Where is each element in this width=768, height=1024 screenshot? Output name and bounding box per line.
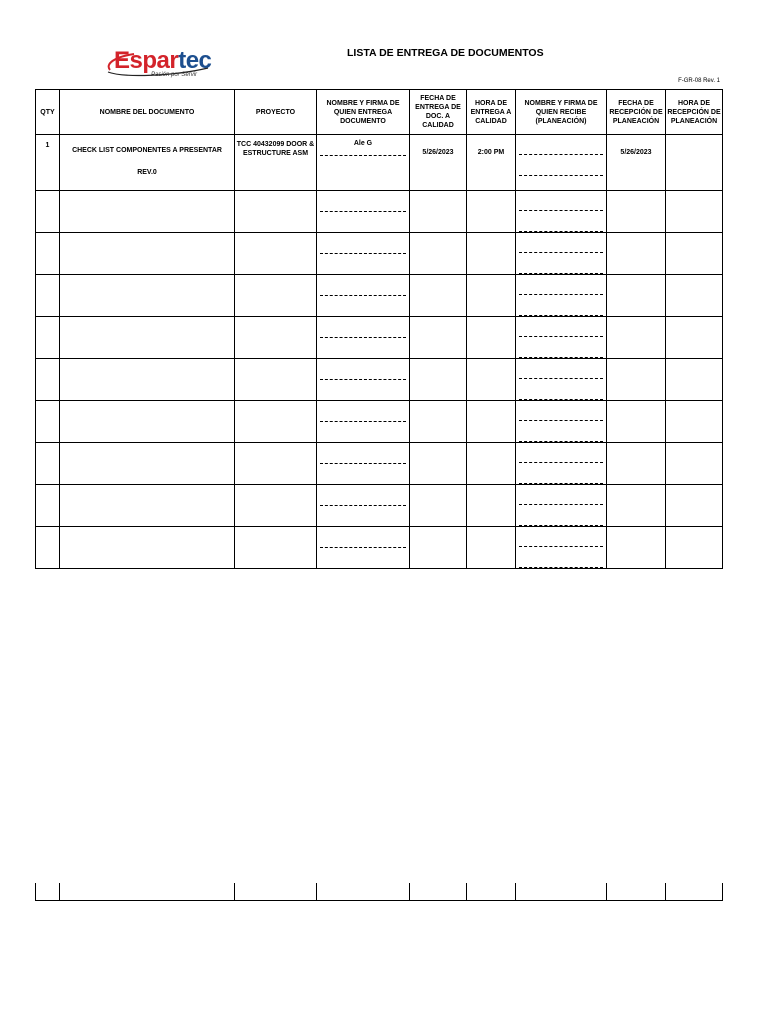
table-row xyxy=(36,135,723,191)
table-row xyxy=(36,233,723,275)
cell-document-name xyxy=(60,359,235,401)
cell-document-name xyxy=(60,275,235,317)
cell-document-name xyxy=(60,401,235,443)
cell-qty xyxy=(36,527,60,569)
cell-delivered-by[interactable] xyxy=(317,317,410,359)
cell-delivery-date xyxy=(410,191,467,233)
cell-delivery-date xyxy=(410,233,467,275)
signature-line xyxy=(320,295,406,296)
brand-name-part1: Espar xyxy=(114,47,179,74)
cell-delivered-by[interactable] xyxy=(317,191,410,233)
cell-reception-date: 5/26/2023 xyxy=(607,135,666,191)
header-document-name: NOMBRE DEL DOCUMENTO xyxy=(60,90,235,135)
footer-cell xyxy=(36,883,60,901)
cell-reception-time xyxy=(666,191,723,233)
cell-delivery-date xyxy=(410,527,467,569)
cell-reception-date xyxy=(607,359,666,401)
cell-document-name xyxy=(60,317,235,359)
signature-line xyxy=(519,357,603,358)
cell-document-name xyxy=(60,135,235,191)
cell-reception-date xyxy=(607,191,666,233)
cell-project xyxy=(235,275,317,317)
signature-line xyxy=(320,211,406,212)
cell-document-name xyxy=(60,233,235,275)
cell-received-by[interactable] xyxy=(516,317,607,359)
cell-reception-date xyxy=(607,275,666,317)
signature-line xyxy=(519,294,603,295)
cell-qty: 1 xyxy=(36,135,60,191)
footer-table-fragment xyxy=(35,883,723,901)
cell-delivery-time xyxy=(467,485,516,527)
cell-delivered-by[interactable] xyxy=(317,359,410,401)
esparteclogo xyxy=(104,48,214,82)
cell-received-by[interactable] xyxy=(516,135,607,191)
table-row xyxy=(36,359,723,401)
cell-qty xyxy=(36,191,60,233)
footer-cell xyxy=(607,883,666,901)
document-title: LISTA DE ENTREGA DE DOCUMENTOS xyxy=(347,47,544,59)
cell-document-name xyxy=(60,443,235,485)
cell-received-by[interactable] xyxy=(516,485,607,527)
delivery-table xyxy=(35,89,723,569)
cell-reception-time xyxy=(666,485,723,527)
brand-tagline: Pasión por Servir xyxy=(151,72,198,78)
cell-delivery-time xyxy=(467,191,516,233)
footer-cell xyxy=(410,883,467,901)
document-name-line1: CHECK LIST COMPONENTES A PRESENTAR xyxy=(72,147,222,154)
cell-delivered-by[interactable] xyxy=(317,401,410,443)
cell-reception-time xyxy=(666,527,723,569)
signature-line xyxy=(519,315,603,316)
cell-delivery-time xyxy=(467,359,516,401)
table-row xyxy=(36,401,723,443)
cell-delivery-time xyxy=(467,527,516,569)
footer-cell xyxy=(516,883,607,901)
header-project: PROYECTO xyxy=(235,90,317,135)
cell-qty xyxy=(36,443,60,485)
cell-reception-time xyxy=(666,275,723,317)
signature-line xyxy=(519,483,603,484)
header-received-by: NOMBRE Y FIRMA DE QUIEN RECIBE (PLANEACIÓN) xyxy=(516,90,607,135)
cell-qty xyxy=(36,233,60,275)
signature-line xyxy=(320,463,406,464)
signature-line xyxy=(519,378,603,379)
footer-cell xyxy=(666,883,723,901)
cell-project xyxy=(235,401,317,443)
signature-line xyxy=(519,336,603,337)
signature-line xyxy=(320,337,406,338)
header-delivery-time: HORA DE ENTREGA A CALIDAD xyxy=(467,90,516,135)
cell-qty xyxy=(36,401,60,443)
cell-project xyxy=(235,485,317,527)
header-qty: QTY xyxy=(36,90,60,135)
cell-received-by[interactable] xyxy=(516,401,607,443)
cell-reception-date xyxy=(607,317,666,359)
cell-delivery-date xyxy=(410,359,467,401)
cell-reception-date xyxy=(607,485,666,527)
document-name-line2: REV.0 xyxy=(137,169,157,176)
cell-delivery-date xyxy=(410,485,467,527)
signature-line xyxy=(320,253,406,254)
cell-reception-date xyxy=(607,527,666,569)
header-delivered-by: NOMBRE Y FIRMA DE QUIEN ENTREGA DOCUMENTO xyxy=(317,90,410,135)
cell-delivery-time: 2:00 PM xyxy=(467,135,516,191)
signature-line xyxy=(519,525,603,526)
cell-reception-date xyxy=(607,401,666,443)
cell-delivery-date xyxy=(410,275,467,317)
signature-line xyxy=(519,210,603,211)
cell-document-name xyxy=(60,485,235,527)
signature-line xyxy=(519,175,603,176)
cell-reception-time xyxy=(666,401,723,443)
project-text: TCC 40432099 DOOR & ESTRUCTURE ASM xyxy=(236,141,315,157)
cell-document-name xyxy=(60,527,235,569)
signature-line xyxy=(320,421,406,422)
footer-cell xyxy=(467,883,516,901)
cell-reception-time xyxy=(666,359,723,401)
cell-reception-date xyxy=(607,233,666,275)
cell-received-by[interactable] xyxy=(516,191,607,233)
cell-received-by[interactable] xyxy=(516,233,607,275)
footer-cell xyxy=(317,883,410,901)
cell-reception-time xyxy=(666,233,723,275)
cell-qty xyxy=(36,317,60,359)
cell-document-name xyxy=(60,191,235,233)
cell-project xyxy=(235,191,317,233)
table-row xyxy=(36,485,723,527)
cell-delivered-by[interactable] xyxy=(317,527,410,569)
cell-received-by[interactable] xyxy=(516,443,607,485)
header-reception-time: HORA DE RECEPCIÓN DE PLANEACIÓN xyxy=(666,90,723,135)
cell-reception-time xyxy=(666,135,723,191)
signature-line xyxy=(519,546,603,547)
signature-line xyxy=(519,567,603,568)
cell-delivery-time xyxy=(467,275,516,317)
cell-delivered-by[interactable] xyxy=(317,485,410,527)
cell-qty xyxy=(36,275,60,317)
footer-cell xyxy=(60,883,235,901)
cell-delivered-by[interactable] xyxy=(317,443,410,485)
cell-received-by[interactable] xyxy=(516,359,607,401)
header-reception-date: FECHA DE RECEPCIÓN DE PLANEACIÓN xyxy=(607,90,666,135)
cell-project xyxy=(235,443,317,485)
table-row xyxy=(36,191,723,233)
cell-delivered-by[interactable] xyxy=(317,233,410,275)
cell-delivered-by[interactable] xyxy=(317,135,410,191)
cell-received-by[interactable] xyxy=(516,527,607,569)
cell-reception-time xyxy=(666,317,723,359)
cell-project xyxy=(235,359,317,401)
signature-line xyxy=(519,504,603,505)
signature-line xyxy=(519,441,603,442)
signature-line xyxy=(519,231,603,232)
brand-name-part2: tec xyxy=(178,47,212,74)
cell-reception-time xyxy=(666,443,723,485)
signature-line xyxy=(320,379,406,380)
cell-project xyxy=(235,135,317,191)
cell-project xyxy=(235,233,317,275)
cell-delivered-by[interactable] xyxy=(317,275,410,317)
cell-delivery-date: 5/26/2023 xyxy=(410,135,467,191)
cell-delivery-time xyxy=(467,317,516,359)
cell-delivery-time xyxy=(467,443,516,485)
table-header-row xyxy=(36,90,723,135)
signature-line xyxy=(519,252,603,253)
table-row xyxy=(36,527,723,569)
footer-cell xyxy=(235,883,317,901)
signature-line xyxy=(519,420,603,421)
cell-delivery-date xyxy=(410,317,467,359)
table-row xyxy=(36,443,723,485)
cell-delivery-time xyxy=(467,401,516,443)
cell-qty xyxy=(36,485,60,527)
cell-qty xyxy=(36,359,60,401)
cell-delivery-date xyxy=(410,443,467,485)
cell-delivery-date xyxy=(410,401,467,443)
signature-line xyxy=(320,547,406,548)
signature-line xyxy=(519,273,603,274)
delivered-by-name: Ale G xyxy=(353,140,373,147)
signature-line xyxy=(320,505,406,506)
brand-name xyxy=(114,49,211,73)
table-row xyxy=(36,275,723,317)
cell-reception-date xyxy=(607,443,666,485)
cell-project xyxy=(235,527,317,569)
form-code: F-GR-08 Rev. 1 xyxy=(678,78,720,84)
signature-line xyxy=(519,462,603,463)
table-row xyxy=(36,317,723,359)
header-delivery-date: FECHA DE ENTREGA DE DOC. A CALIDAD xyxy=(410,90,467,135)
signature-line xyxy=(320,155,406,156)
cell-project xyxy=(235,317,317,359)
signature-line xyxy=(519,399,603,400)
cell-received-by[interactable] xyxy=(516,275,607,317)
signature-line xyxy=(519,154,603,155)
cell-delivery-time xyxy=(467,233,516,275)
footer-row xyxy=(36,883,723,901)
